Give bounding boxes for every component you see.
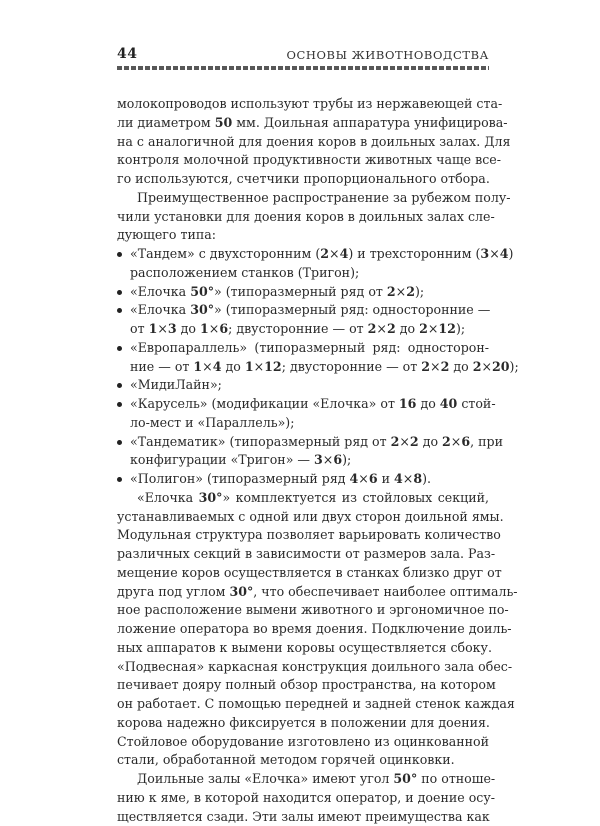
paragraph — [117, 189, 489, 245]
text-line: нию к яме, в которой находится оператор, и доение осу- — [117, 789, 489, 808]
running-head — [117, 44, 489, 62]
text-line: дующего типа: — [117, 226, 489, 245]
text-line: ние — от 1×4 до 1×12; двусторонние — от 2×2 до 2×20); — [117, 358, 489, 377]
page-body — [117, 95, 489, 826]
bullet-icon — [117, 477, 122, 482]
bullet-icon — [117, 440, 122, 445]
text-line: ществляется сзади. Эти залы имеют преимущества как — [117, 808, 489, 826]
text-line: Преимущественное распространение за рубежом полу- — [117, 189, 489, 208]
list-item — [117, 395, 489, 433]
text-line: «Елочка 30°» (типоразмерный ряд: односторонние — — [117, 301, 489, 320]
text-line: Доильные залы «Елочка» имеют угол 50° по отноше- — [117, 770, 489, 789]
list-item — [117, 301, 489, 339]
text-line: устанавливаемых с одной или двух сторон доильной ямы. — [117, 508, 489, 527]
text-line: ло-мест и «Параллель»); — [117, 414, 489, 433]
bullet-icon — [117, 346, 122, 351]
header-rule — [117, 66, 489, 70]
text-line: «Тандем» с двухсторонним (2×4) и трехсторонним (3×4) — [117, 245, 489, 264]
text-line: от 1×3 до 1×6; двусторонние — от 2×2 до 2×12); — [117, 320, 489, 339]
paragraph — [117, 95, 489, 189]
bullet-icon — [117, 383, 122, 388]
bullet-icon — [117, 290, 122, 295]
text-line: Модульная структура позволяет варьировать количество — [117, 526, 489, 545]
list-item — [117, 376, 489, 395]
list-item — [117, 470, 489, 489]
text-line: «Европараллель» (типоразмерный ряд: односторон- — [117, 339, 489, 358]
text-line: ных аппаратов к вымени коровы осуществляется сбоку. — [117, 639, 489, 658]
text-line: расположением станков (Тригон); — [117, 264, 489, 283]
text-line: друга под углом 30°, что обеспечивает наиболее оптималь- — [117, 583, 489, 602]
page-number: 44 — [117, 46, 137, 62]
page-header — [117, 44, 489, 70]
bullet-icon — [117, 308, 122, 313]
paragraph — [117, 770, 489, 826]
paragraph — [117, 489, 489, 770]
text-line: стали, обработанной методом горячей оцинковки. — [117, 751, 489, 770]
bullet-list — [117, 245, 489, 489]
bullet-icon — [117, 252, 122, 257]
text-line: печивает дояру полный обзор пространства, на котором — [117, 676, 489, 695]
list-item — [117, 433, 489, 471]
text-line: «Елочка 50°» (типоразмерный ряд от 2×2); — [117, 283, 489, 302]
text-line: контроля молочной продуктивности животных чаще все- — [117, 151, 489, 170]
text-line: «Елочка 30°» комплектуется из стойловых секций, — [117, 489, 489, 508]
text-line: различных секций в зависимости от размеров зала. Раз- — [117, 545, 489, 564]
text-line: ли диаметром 50 мм. Доильная аппаратура унифицирова- — [117, 114, 489, 133]
text-line: корова надежно фиксируется в положении для доения. — [117, 714, 489, 733]
text-line: он работает. С помощью передней и задней стенок каждая — [117, 695, 489, 714]
text-line: «Тандематик» (типоразмерный ряд от 2×2 до 2×6, при — [117, 433, 489, 452]
text-line: «Карусель» (модификации «Елочка» от 16 до 40 стой- — [117, 395, 489, 414]
text-line: мещение коров осуществляется в станках близко друг от — [117, 564, 489, 583]
text-line: ное расположение вымени животного и эргономичное по- — [117, 601, 489, 620]
bullet-icon — [117, 402, 122, 407]
list-item — [117, 283, 489, 302]
text-line: молокопроводов используют трубы из нержавеющей ста- — [117, 95, 489, 114]
running-title: ОСНОВЫ ЖИВОТНОВОДСТВА — [286, 48, 489, 62]
text-line: «Подвесная» каркасная конструкция доильного зала обес- — [117, 658, 489, 677]
text-line: ложение оператора во время доения. Подключение доиль- — [117, 620, 489, 639]
text-line: на с аналогичной для доения коров в доильных залах. Для — [117, 133, 489, 152]
list-item — [117, 339, 489, 377]
text-line: конфигурации «Тригон» — 3×6); — [117, 451, 489, 470]
list-item — [117, 245, 489, 283]
text-line: «МидиЛайн»; — [117, 376, 489, 395]
text-line: Стойловое оборудование изготовлено из оцинкованной — [117, 733, 489, 752]
text-line: чили установки для доения коров в доильных залах сле- — [117, 208, 489, 227]
text-line: «Полигон» (типоразмерный ряд 4×6 и 4×8). — [117, 470, 489, 489]
text-line: го используются, счетчики пропорционального отбора. — [117, 170, 489, 189]
